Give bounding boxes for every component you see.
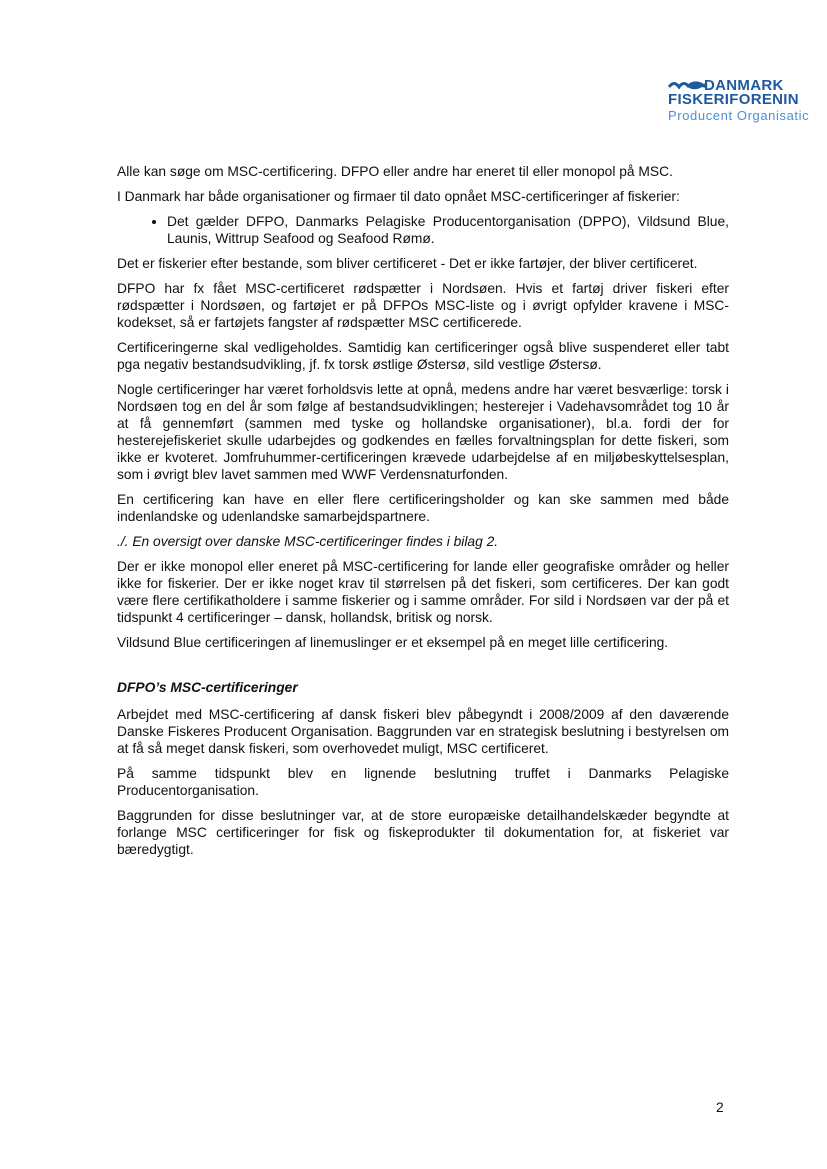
appendix-reference: ./. En oversigt over danske MSC-certificeringer findes i bilag 2. bbox=[117, 534, 499, 549]
paragraph-1: Alle kan søge om MSC-certificering. DFPO eller andre har eneret til eller monopol på MSC. bbox=[117, 164, 673, 179]
document-body bbox=[117, 163, 729, 866]
paragraph-11: På samme tidspunkt blev en lignende beslutning truffet i Danmarks Pelagiske Producentorganisation. bbox=[117, 766, 729, 798]
section-heading: DFPO’s MSC-certificeringer bbox=[117, 680, 298, 695]
paragraph-5: Certificeringerne skal vedligeholdes. Samtidig kan certificeringer også blive suspenderet eller tabt pga negativ bestandsudvikling, jf. fx torsk østlige Østersø, sild vestlige Østersø. bbox=[117, 340, 729, 372]
paragraph-7: En certificering kan have en eller flere certificeringsholder og kan ske sammen med både indenlandske og udenlandske samarbejdspartnere. bbox=[117, 492, 729, 524]
paragraph-2: I Danmark har både organisationer og firmaer til dato opnået MSC-certificeringer af fiskerier: bbox=[117, 189, 680, 204]
logo-text-fiskeriforening: FISKERIFORENIN bbox=[668, 91, 799, 108]
paragraph-10: Arbejdet med MSC-certificering af dansk fiskeri blev påbegyndt i 2008/2009 af den daværende Danske Fiskeres Producent Organisation. Baggrunden var en strategisk beslutning i bestyrelsen om at få så meget dansk fiskeri, som overhovedet muligt, MSC certificeret. bbox=[117, 707, 729, 756]
logo-text-producent-organisation: Producent Organisatic bbox=[668, 108, 810, 123]
paragraph-3: Det er fiskerier efter bestande, som bliver certificeret - Det er ikke fartøjer, der bliver certificeret. bbox=[117, 256, 698, 271]
logo bbox=[668, 78, 827, 126]
paragraph-4: DFPO har fx fået MSC-certificeret rødspætter i Nordsøen. Hvis et fartøj driver fiskeri efter rødspætter i Nordsøen, og fartøjet er på DFPOs MSC-liste og i øvrigt opfylder kravene i MSC-kodekset, så er fartøjets fangster af rødspætter MSC certificerede. bbox=[117, 281, 729, 330]
paragraph-8: Der er ikke monopol eller eneret på MSC-certificering for lande eller geografiske områder og heller ikke for fiskerier. Der er ikke noget krav til størrelsen på det fiskeri, som certificeres. Der kan godt være flere certifikatholdere i samme fiskerier og i samme områder. For sild i Nordsøen var der på et tidspunkt 4 certificeringer – dansk, hollandsk, britisk og norsk. bbox=[117, 559, 729, 625]
paragraph-12: Baggrunden for disse beslutninger var, at de store europæiske detailhandelskæder begyndte at forlange MSC certificeringer for fisk og fiskeprodukter til dokumentation for, at fiskeriet var bæredygtigt. bbox=[117, 808, 729, 857]
logo-text-danmark: DANMARK bbox=[704, 78, 784, 94]
page-number: 2 bbox=[716, 1100, 724, 1115]
paragraph-9: Vildsund Blue certificeringen af linemuslinger er et eksempel på en meget lille certificering. bbox=[117, 635, 669, 650]
list-item: • Det gælder DFPO, Danmarks Pelagiske Producentorganisation (DPPO), Vildsund Blue, Launis, Wittrup Seafood og Seafood Rømø. bbox=[167, 213, 729, 247]
paragraph-6: Nogle certificeringer har været forholdsvis lette at opnå, medens andre har været besværlige: torsk i Nordsøen tog en del år som følge af bestandsudviklingen; hesterejer i Vadehavsområdet tog 10 år at få gennemført (sammen med tyske og hollandske organisationer), bl.a. fordi der for hesterejefiskeriet skulle udarbejdes og godkendes en fælles forvaltningsplan for dette fiskeri, som ikke er kvoteret. Jomfruhummer-certificeringen krævede udarbejdelse af en miljøbeskyttelsesplan, som i øvrigt blev lavet sammen med WWF Verdensnaturfonden. bbox=[117, 382, 729, 482]
bullet-list bbox=[117, 213, 729, 247]
